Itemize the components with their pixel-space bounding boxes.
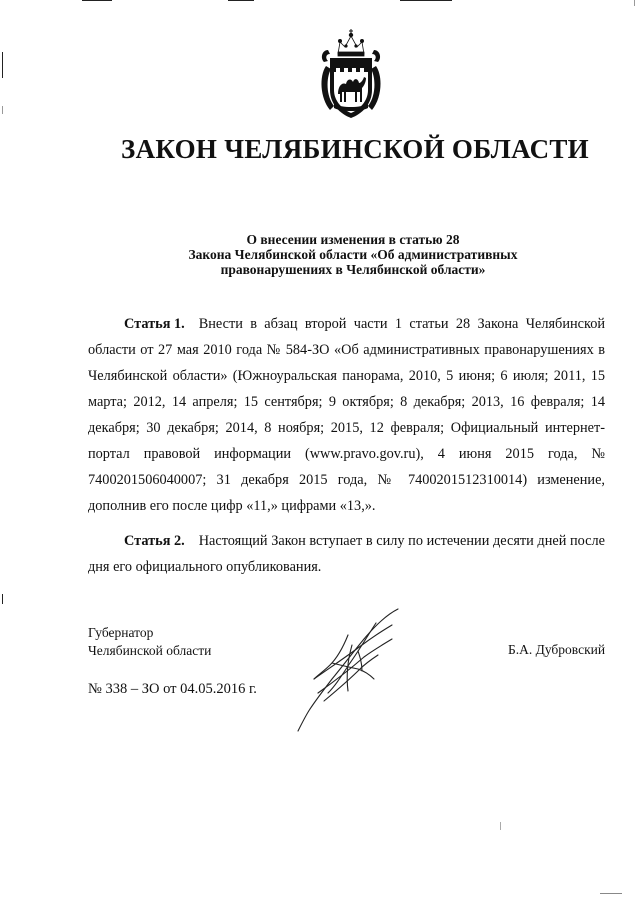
- subject-line: правонарушениях в Челябинской области»: [220, 262, 486, 277]
- scan-mark-top-3: [400, 0, 452, 1]
- scan-mark-right-1: [634, 0, 635, 6]
- subject-line: О внесении изменения в статью 28: [246, 232, 460, 247]
- article-1-text: Внести в абзац второй части 1 статьи 28 Закона Челябинской области от 27 мая 2010 года № 584-ЗО «Об административных правонарушениях в Челябинской области» (Южноуральская панорама, 2010, 5 июня; 6 июля; 2011, 15 марта; 2012, 14 апреля; 15 сентября; 9 октября; 8 декабря; 2013, 16 февраля; 14 декабря; 30 декабря; 2014, 8 ноября; 2015, 12 февраля; Официальный интернет-портал правовой информации (www.pravo.gov.ru), 4 июня 2015 года, № 7400201506040007; 31 декабря 2015 года, № 7400201512310014) изменение, дополнив его после цифр «11,» цифрами «13,».: [88, 316, 605, 514]
- governor-name: Б.А. Дубровский: [508, 642, 606, 657]
- law-subject: [130, 232, 576, 277]
- scan-mark-top-2: [228, 0, 254, 1]
- article-1-heading: Статья 1.: [124, 316, 185, 332]
- handwritten-signature: [288, 605, 418, 735]
- subject-line: Закона Челябинской области «Об административных: [188, 247, 518, 262]
- article-2-heading: Статья 2.: [124, 533, 185, 549]
- scan-mark-left-3: [2, 594, 3, 604]
- article-1: [88, 311, 605, 519]
- document-number: № 338 – ЗО от 04.05.2016 г.: [88, 681, 257, 697]
- scan-mark-right-2: [500, 822, 501, 830]
- scan-mark-bottom-1: [600, 893, 622, 894]
- article-2-text: Настоящий Закон вступает в силу по истечении десяти дней после дня его официального опубликования.: [88, 533, 605, 575]
- article-2: [88, 528, 605, 580]
- scan-mark-left-2: [2, 106, 3, 114]
- chelyabinsk-oblast-coat-of-arms-icon: [316, 28, 386, 124]
- scan-mark-top-1: [82, 0, 112, 1]
- position-line-1: Губернатор: [88, 625, 154, 640]
- position-line-2: Челябинской области: [88, 643, 212, 658]
- scan-mark-left-1: [2, 52, 3, 78]
- law-title: ЗАКОН ЧЕЛЯБИНСКОЙ ОБЛАСТИ: [121, 134, 589, 164]
- signatory-position: [88, 624, 211, 660]
